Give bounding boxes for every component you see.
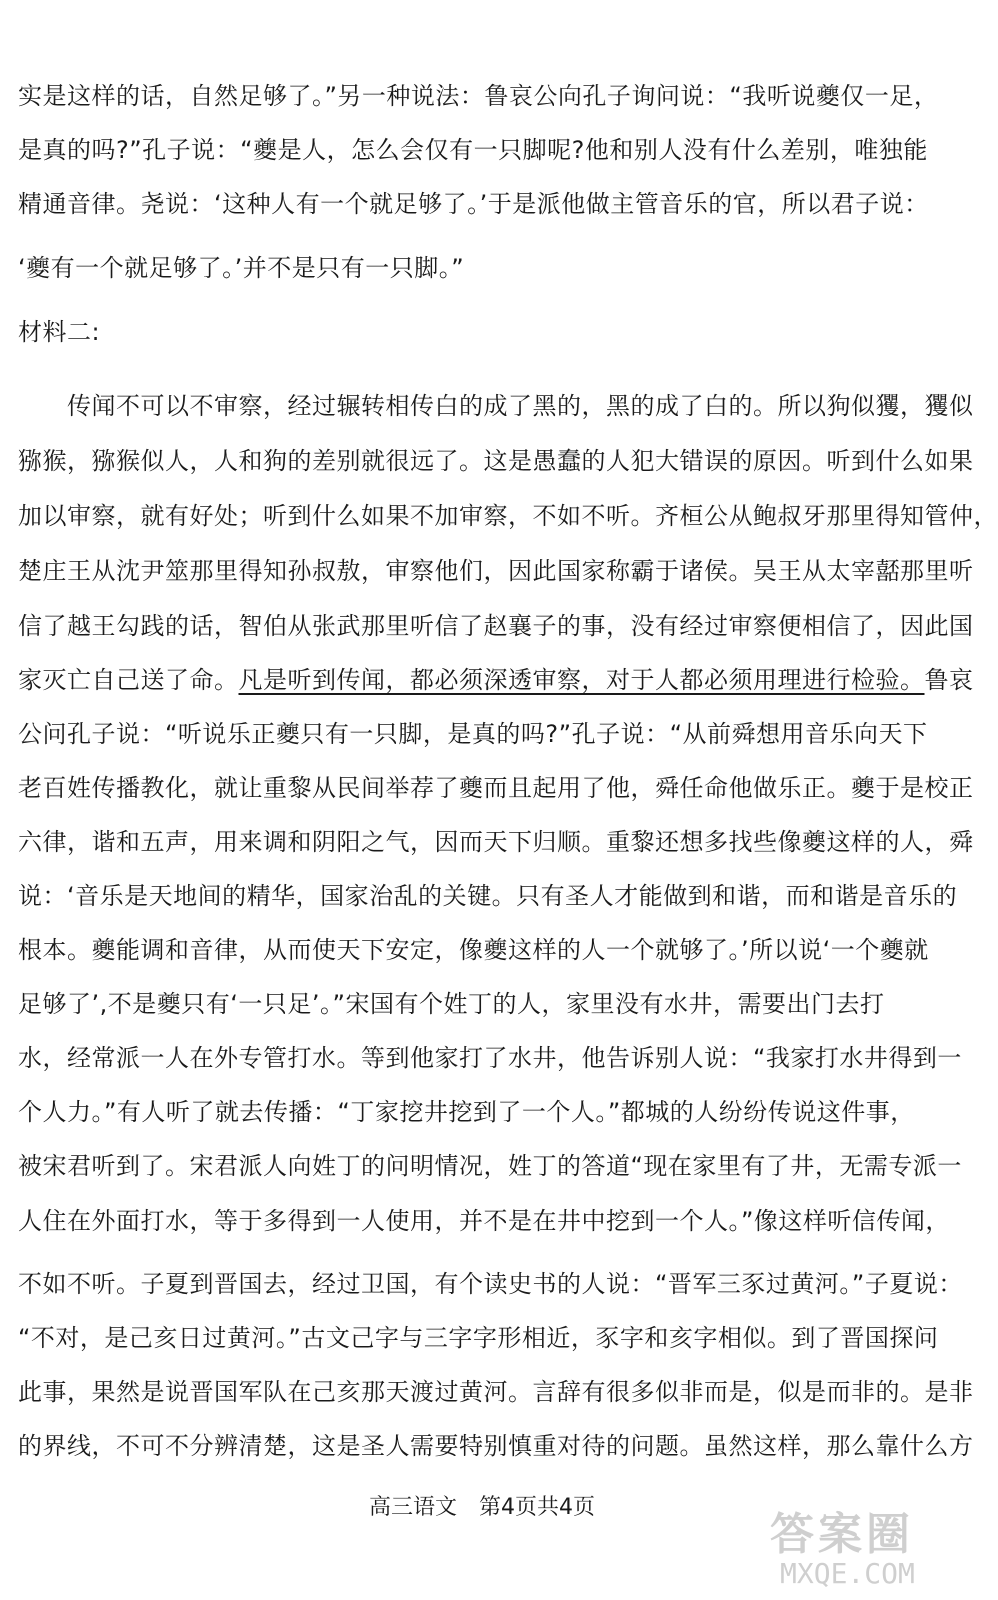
text-line: 人住在外面打水，等于多得到一人使用，并不是在井中挖到一个人。”像这样听信传闻， <box>18 1207 950 1235</box>
text-line: 足够了’,不是夔只有‘一只足’。”宋国有个姓丁的人，家里没有水井，需要出门去打 <box>18 990 885 1018</box>
text-line: 六律，谐和五声，用来调和阴阳之气，因而天下归顺。重黎还想多找些像夔这样的人，舜 <box>18 828 974 856</box>
text-line: 说：‘音乐是天地间的精华，国家治乱的关键。只有圣人才能做到和谐，而和谐是音乐的 <box>18 882 958 910</box>
text-line: 老百姓传播教化，就让重黎从民间举荐了夔而且起用了他，舜任命他做乐正。夔于是校正 <box>18 774 974 802</box>
section-heading: 材料二: <box>18 318 101 346</box>
text-line: 猕猴，猕猴似人，人和狗的差别就很远了。这是愚蠢的人犯大错误的原因。听到什么如果 <box>18 447 974 475</box>
text-line: 根本。夔能调和音律，从而使天下安定，像夔这样的人一个就够了。’所以说‘一个夔就 <box>18 936 929 964</box>
text-line: 被宋君听到了。宋君派人向姓丁的问明情况，姓丁的答道“现在家里有了井，无需专派一 <box>18 1152 962 1180</box>
text-segment: 家灭亡自己送了命。 <box>18 666 239 694</box>
text-line: 楚庄王从沈尹筮那里得知孙叔敖，审察他们，因此国家称霸于诸侯。吴王从太宰嚭那里听 <box>18 557 974 585</box>
text-line: 实是这样的话，自然足够了。”另一种说法：鲁哀公向孔子询问说：“我听说夔仅一足， <box>18 82 939 110</box>
text-line: 信了越王勾践的话，智伯从张武那里听信了赵襄子的事，没有经过审察便相信了，因此国 <box>18 612 974 640</box>
text-line: 精通音律。尧说：‘这种人有一个就足够了。’于是派他做主管音乐的官，所以君子说： <box>18 190 929 218</box>
text-line: 公问孔子说：“听说乐正夔只有一只脚，是真的吗?”孔子说：“从前舜想用音乐向天下 <box>18 720 928 748</box>
text-line: 水，经常派一人在外专管打水。等到他家打了水井，他告诉别人说：“我家打水井得到一 <box>18 1044 962 1072</box>
underlined-sentence: 凡是听到传闻，都必须深透审察，对于人都必须用理进行检验。 <box>238 666 925 694</box>
text-line: ‘夔有一个就足够了。’并不是只有一只脚。” <box>18 254 465 282</box>
text-line: 的界线，不可不分辨清楚，这是圣人需要特别慎重对待的问题。虽然这样，那么靠什么方 <box>18 1432 974 1460</box>
text-line: 不如不听。子夏到晋国去，经过卫国，有个读史书的人说：“晋军三豕过黄河。”子夏说： <box>18 1270 963 1298</box>
watermark-text: 答案圈 <box>770 1509 914 1560</box>
text-line: 是真的吗?”孔子说：“夔是人，怎么会仅有一只脚呢?他和别人没有什么差别，唯独能 <box>18 136 928 164</box>
text-line: 个人力。”有人听了就去传播：“丁家挖井挖到了一个人。”都城的人纷纷传说这件事， <box>18 1098 915 1126</box>
text-line: “不对，是己亥日过黄河。”古文己字与三字字形相近，豕字和亥字相似。到了晋国探问 <box>18 1324 939 1352</box>
page-footer: 高三语文 第4页共4页 <box>369 1495 595 1520</box>
text-line: 传闻不可以不审察，经过辗转相传白的成了黑的，黑的成了白的。所以狗似玃，玃似 <box>18 392 974 420</box>
watermark-url: MXQE.COM <box>780 1557 915 1590</box>
text-line: 加以审察，就有好处；听到什么如果不加审察，不如不听。齐桓公从鲍叔牙那里得知管仲， <box>18 502 998 530</box>
text-segment: 鲁哀 <box>924 666 974 694</box>
text-line: 此事，果然是说晋国军队在己亥那天渡过黄河。言辞有很多似非而是，似是而非的。是非 <box>18 1378 974 1406</box>
text-line-underlined <box>18 664 974 696</box>
